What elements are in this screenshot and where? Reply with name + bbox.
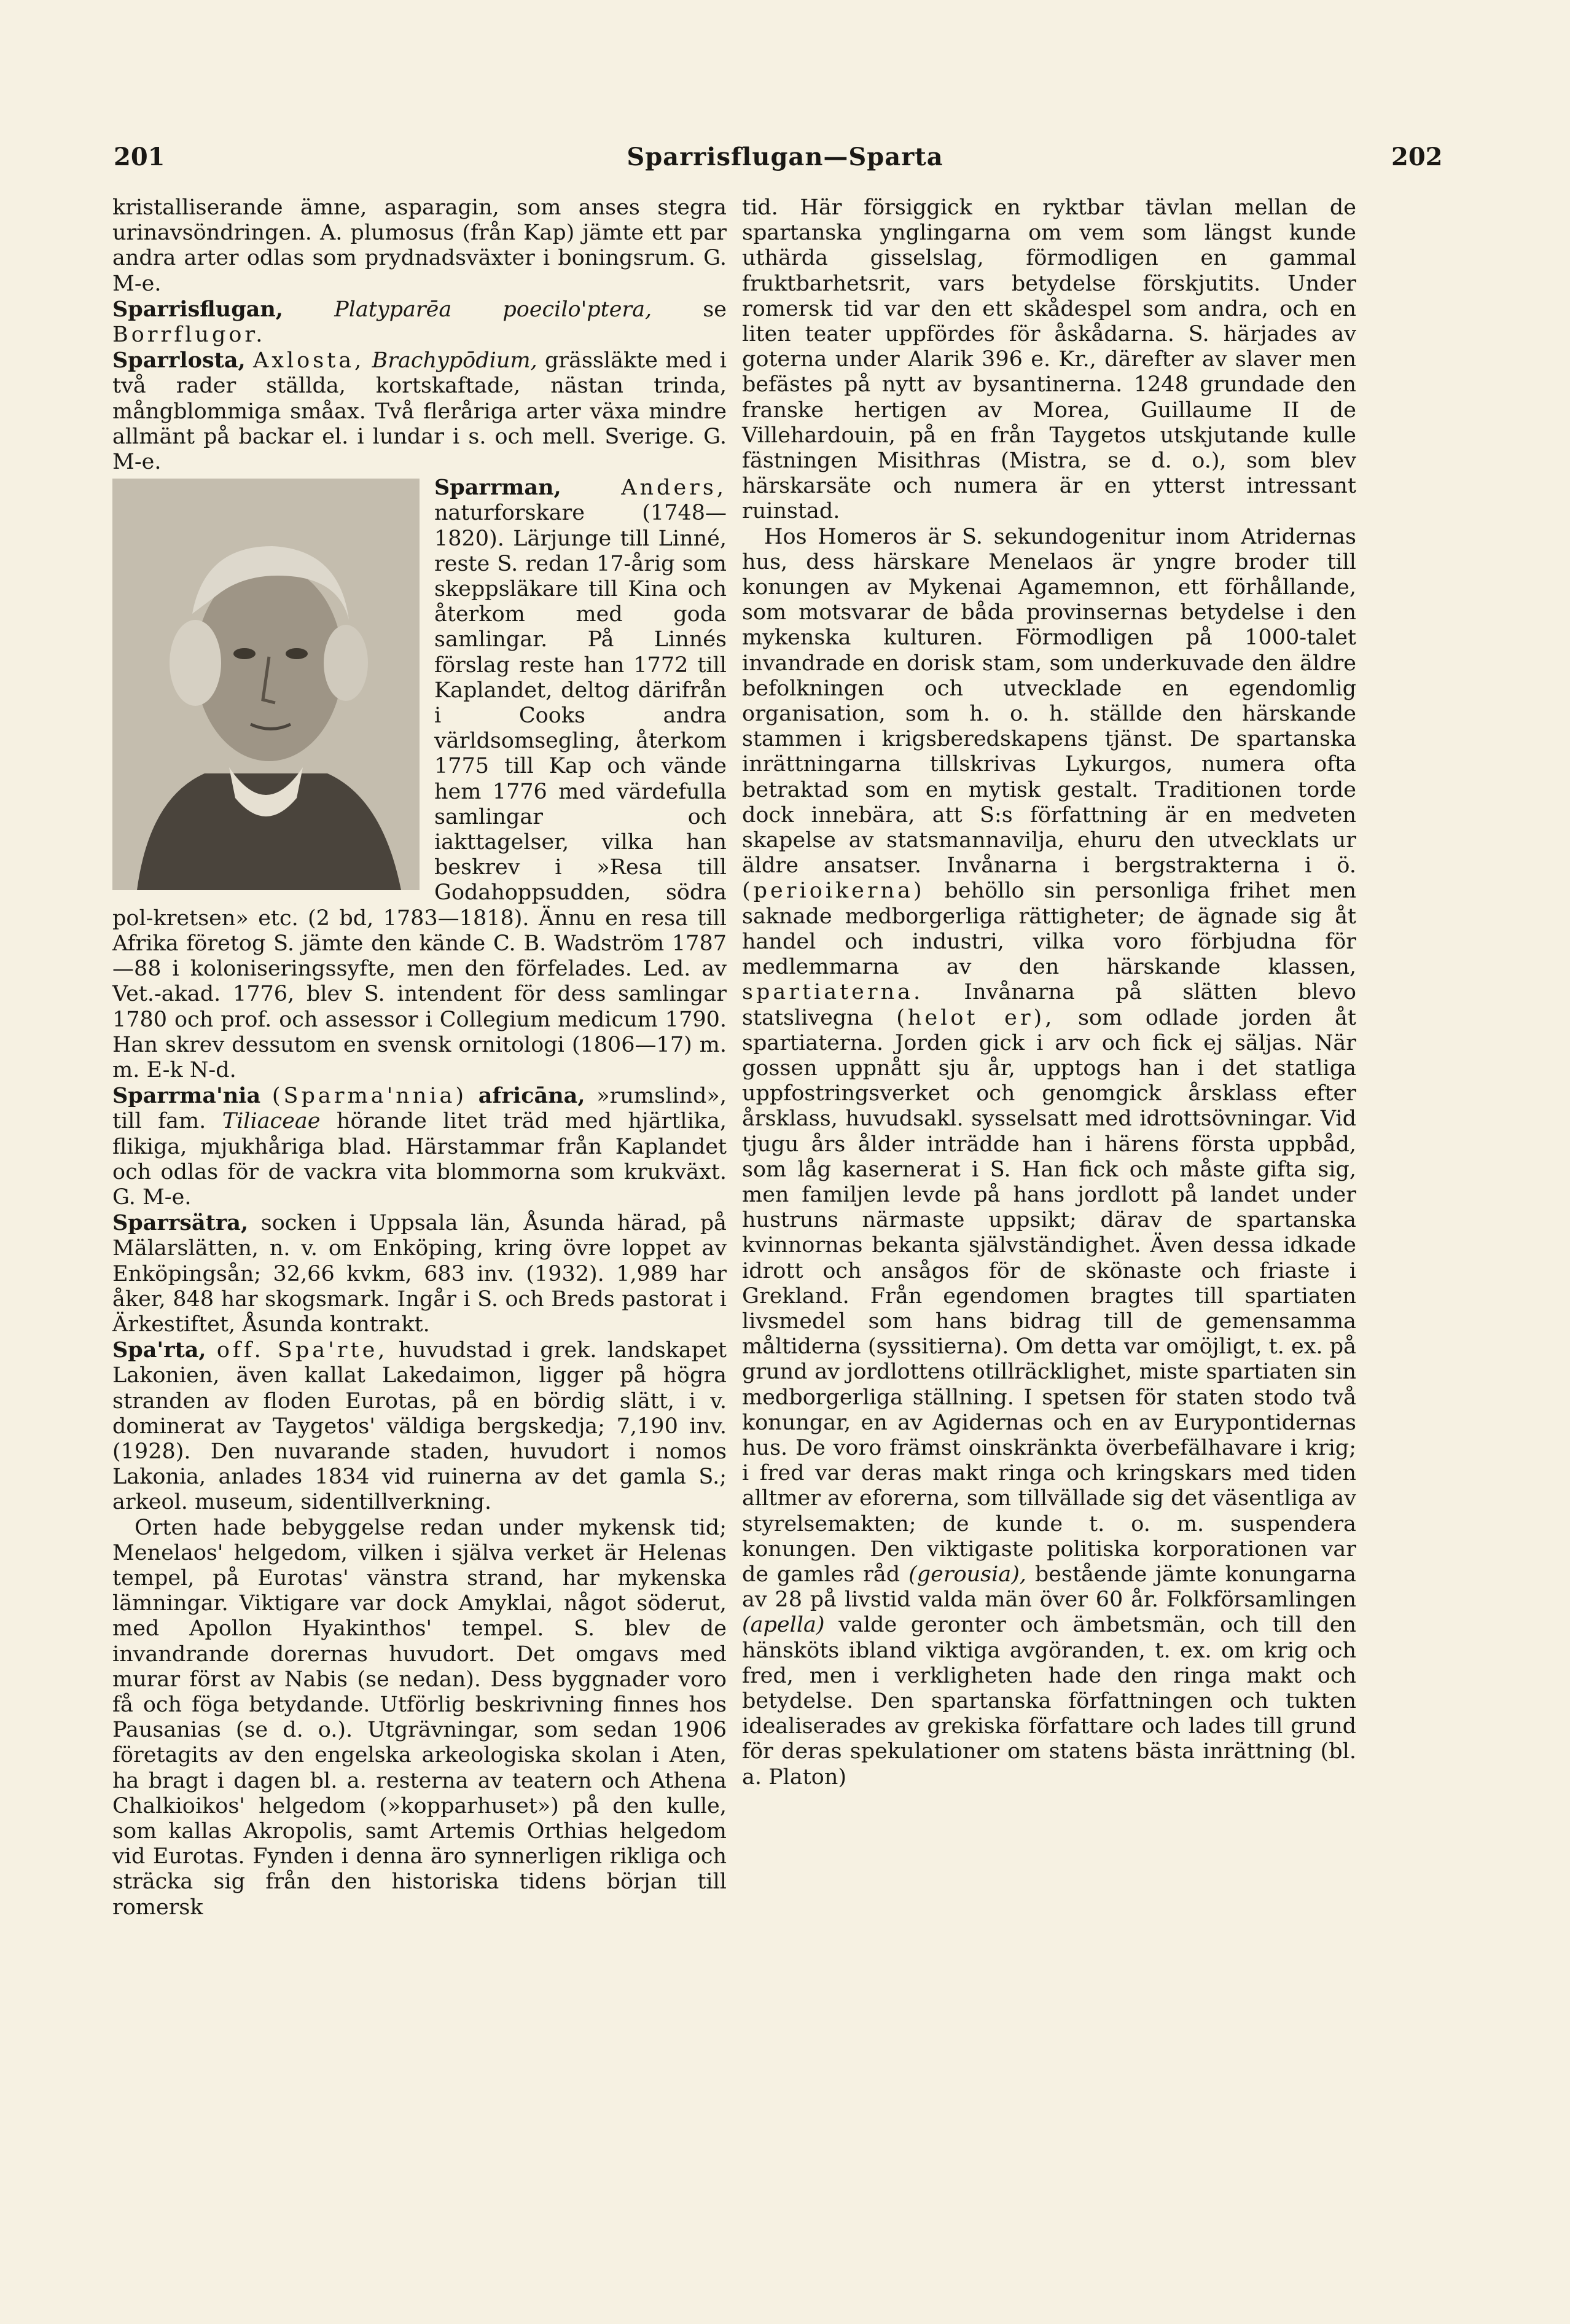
paragraph-text: som odlade jorden åt spartiaterna. Jorden gick i arv och fick ej säljas. När gossen uppnått sju år, upptogs han i det statliga uppfostringsverket och genomgick årsklass efter årsklass, huvudsakl. sysselsatt med idrottsövningar. Vid tjugu års ålder inträdde han i härens första uppbåd, som låg kasernerat i S. Han fick och måste gifta sig, men familjen levde på hans jordlott på landet under hustruns närmaste uppsikt; därav de spartanska kvinnornas bekanta självständighet. Även dessa idkade idrott och ansågos för de skönaste och friaste i Grekland. Från egendomen bragtes till spartiaten livsmedel som hans bidrag till de gemensamma måltiderna (syssitierna). Om detta var omöjligt, t. ex. på grund av jordlottens otillräcklighet, miste spartiaten sin medborgerliga ställning. I spetsen för staten stodo två konungar, en av Agidernas och en av Eurypontidernas hus. De voro främst oinskränkta överbefälhavare i krig; i fred var deras makt ringa och kringskars med tiden alltmer av eforerna, som tillvällade sig det väsentliga av styrelsemakten; de kunde t. o. m. suspendera konungen. Den viktigaste politiska korporationen var de gamles råd [742, 1005, 1356, 1587]
alt-name: off. Spa'rte, [216, 1338, 388, 1363]
entry-sparta [112, 1337, 727, 1515]
entry-body: socken i Uppsala län, Åsunda härad, på Mälarslätten, n. v. om Enköping, kring övre loppet av Enköpingsån; 32,66 kvkm, 683 inv. (1932). 1,989 har åker, 848 har skogsmark. Ingår i S. och Breds pastorat i Ärkestiftet, Åsunda kontrakt. [112, 1211, 727, 1337]
cross-ref-label: se [703, 297, 727, 322]
species-name: africāna, [478, 1083, 585, 1109]
term-gerousia: (gerousia), [908, 1562, 1026, 1587]
entry-headword: Spa'rta, [112, 1337, 206, 1363]
paragraph-text: Hos Homeros är S. sekundogenitur inom Atridernas hus, dess härskare Menelaos är yngre broder till konungen av Mykenai Agamemnon, ett förhållande, som motsvarar de båda provinsernas betydelse i den mykenska kulturen. Förmodligen på 1000-talet invandrade en dorisk stam, som underkuvade den äldre befolkningen och utvecklade en egendomlig organisation, som h. o. h. ställde den härskande stammen i krigsberedskapens tjänst. De spartanska inrättningarna tillskrivas Lykurgos, numera ofta betraktad som en mytisk gestalt. Traditionen torde dock innebära, att S:s författning är en medveten skapelse av statsmannavilja, ehuru den utvecklats ur äldre ansatser. Invånarna i bergstrakterna i ö. [742, 524, 1356, 878]
page-number-left: 201 [114, 143, 165, 171]
term-apella: (apella) [742, 1613, 825, 1638]
entry-sparrman [112, 475, 727, 1083]
entry-body-continued: hörande litet träd med hjärtlika, flikiga, mjukhåriga blad. Härstammar från Kaplandet och odlas för de vackra vita blommorna som krukväxt. G. M-e. [112, 1109, 727, 1210]
entry-body: naturforskare (1748—1820). Lärjunge till Linné, reste S. redan 17-årig som skeppsläkare till Kina och återkom med goda samlingar. På Linnés förslag reste han 1772 till Kaplandet, deltog därifrån i Cooks andra världsomsegling, återkom 1775 till Kap och vände hem 1776 med värdefulla samlingar och iakttagelser, vilka han beskrev i »Resa till Godahoppsudden, södra pol-kretsen» etc. (2 bd, 1783—1818). Ännu en resa till Afrika företog S. jämte den kände C. B. Wadström 1787—88 i koloniseringssyfte, men den förfelades. Led. av Vet.-akad. 1776, blev S. intendent för dess samlingar 1780 och prof. och assessor i Collegium medicum 1790. Han skrev dessutom en svensk ornitologi (1806—17) m. m. E-k N-d. [112, 501, 727, 1082]
left-column [112, 195, 727, 1920]
page-number-right: 202 [1391, 143, 1443, 171]
alt-name: (Sparma'nnia) [271, 1084, 467, 1109]
sparta-society-paragraph [742, 525, 1356, 1790]
first-name: Anders, [621, 475, 727, 501]
cross-ref-target: Borrflugor. [112, 323, 266, 348]
term-spartiaterna: spartiaterna. [742, 980, 924, 1005]
latin-name: Brachypōdium, [372, 348, 537, 374]
entry-sparrlosta [112, 348, 727, 475]
latin-name: Platyparēa poecilo'ptera, [334, 297, 652, 322]
entry-body: »rumslind», till fam. [112, 1084, 727, 1134]
entry-headword: Sparrman, [434, 475, 561, 501]
right-column [742, 195, 1356, 1790]
sparrman-portrait [112, 479, 420, 890]
paragraph-text: bestående jämte konungarna av 28 på livstid valda män över 60 år. Folkförsamlingen [742, 1562, 1356, 1613]
sparta-continued-paragraph: tid. Här försiggick en ryktbar tävlan mellan de spartanska ynglingarna om vem som längst kunde uthärda gisselslag, förmodligen en gammal fruktbarhetsrit, vars betydelse förskjutits. Under romersk tid var den ett skådespel som andra, och en liten teater uppfördes för åskådarna. S. härjades av goterna under Alarik 396 e. Kr., därefter av slaver men befästes på nytt av bysantinerna. 1248 grundade den franske hertigen av Morea, Guillaume II de Villehardouin, på en från Taygetos utskjutande kulle fästningen Misithras (Mistra, se d. o.), som blev härskarsäte och numera är en ytterst intressant ruinstad. [742, 195, 1356, 524]
entry-sparrisflugan [112, 297, 727, 348]
entry-headword: Sparrlosta, [112, 348, 246, 374]
paragraph-text: Invånarna på slätten blevo statslivegna [742, 980, 1356, 1030]
running-head: Sparrisflugan—Sparta [627, 143, 943, 171]
entry-body: grässläkte med i två rader ställda, kortskaftade, nästan trinda, mångblommiga småax. Två fleråriga arter växa mindre allmänt på backar el. i lundar i s. och mell. Sverige. G. M-e. [112, 348, 727, 475]
family-name: Tiliaceae [222, 1109, 321, 1134]
entry-headword: Sparrma'nia [112, 1083, 261, 1109]
entry-headword: Sparrsätra, [112, 1210, 249, 1236]
entry-asparagus-continued: kristalliserande ämne, asparagin, som anses stegra urinavsöndringen. A. plumosus (från Kap) jämte ett par andra arter odlas som prydnadsväxter i boningsrum. G. M-e. [112, 195, 727, 296]
paragraph-text: behöllo sin personliga frihet men saknade medborgerliga rättigheter; de ägnade sig åt handel och industri, vilka voro förbjudna för medlemmarna av den härskande klassen, [742, 878, 1356, 980]
term-perioikerna: (perioikerna) [742, 878, 925, 904]
sparta-history-paragraph: Orten hade bebyggelse redan under mykensk tid; Menelaos' helgedom, vilken i själva verket är Helenas tempel, på Eurotas' vänstra strand, har mykenska lämningar. Viktigare var dock Amyklai, något söderut, med Apollon Hyakinthos' tempel. S. blev de invandrande dorernas huvudort. Det omgavs med murar först av Nabis (se nedan). Dess byggnader voro få och föga betydande. Utförlig beskrivning finnes hos Pausanias (se d. o.). Utgrävningar, som sedan 1906 företagits av den engelska arkeologiska skolan i Aten, ha bragt i dagen bl. a. resterna av teatern och Athena Chalkioikos' helgedom (»kopparhuset») på den kulle, som kallas Akropolis, samt Artemis Orthias helgedom vid Eurotas. Fynden i denna äro synnerligen rikliga och sträcka sig från den historiska tidens början till romersk [112, 1515, 727, 1920]
entry-sparrsatra [112, 1210, 727, 1337]
entry-body: huvudstad i grek. landskapet Lakonien, även kallat Lakedaimon, ligger på högra stranden av floden Eurotas, på en bördig slätt, i v. dominerat av Taygetos' väldiga bergskedja; 7,190 inv. (1928). Den nuvarande staden, huvudort i nomos Lakonia, anlades 1834 vid ruinerna av det gamla S.; arkeol. museum, sidentillverkning. [112, 1338, 727, 1515]
alt-name: Axlosta, [252, 348, 365, 374]
entry-sparrmania [112, 1083, 727, 1210]
term-heloter: (helot er), [896, 1005, 1055, 1030]
paragraph-text: valde geronter och ämbetsmän, och till den hänsköts ibland viktiga avgöranden, t. ex. om krig och fred, men i verkligheten hade den ringa makt och betydelse. Den spartanska författningen och tukten idealiserades av grekiska författare och lades till grund för deras spekulationer om statens bästa inrättning (bl. a. Platon) [742, 1613, 1356, 1790]
entry-headword: Sparrisflugan, [112, 296, 283, 322]
